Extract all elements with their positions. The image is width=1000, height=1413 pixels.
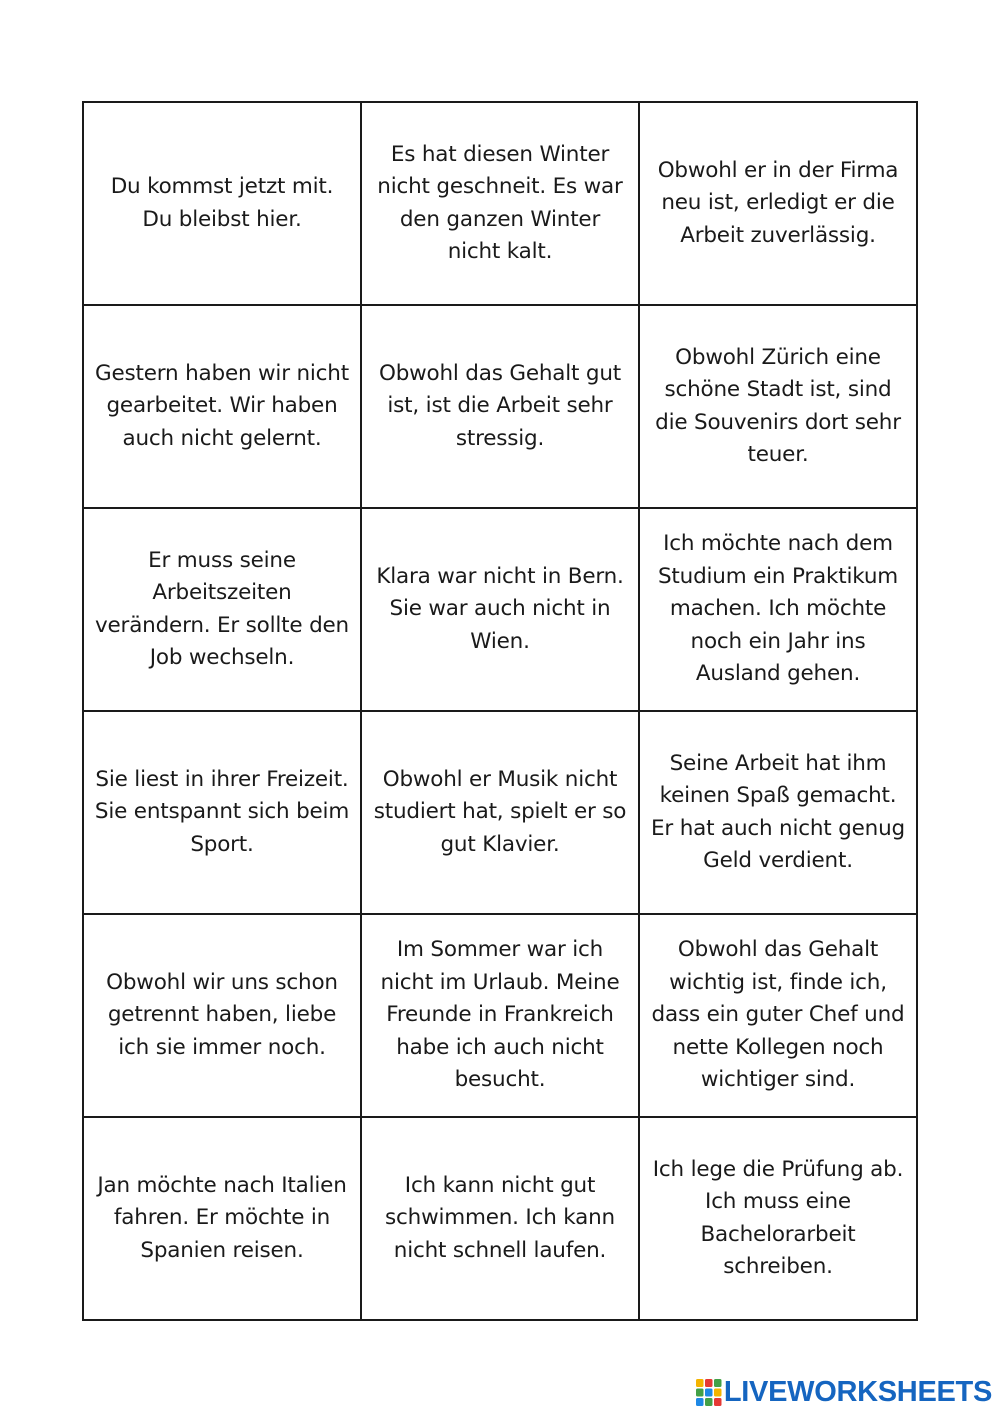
card xyxy=(362,509,640,712)
card-text: Gestern haben wir nicht gearbeitet. Wir haben auch nicht gelernt. xyxy=(95,360,349,451)
card xyxy=(84,103,362,306)
card xyxy=(84,1118,362,1321)
brand-name: LIVEWORKSHEETS xyxy=(723,1375,992,1408)
card-text: Ich lege die Prüfung ab. Ich muss eine Bachelorarbeit schreiben. xyxy=(652,1156,904,1279)
card-text: Obwohl das Gehalt wichtig ist, finde ich, dass ein guter Chef und nette Kollegen noch wichtiger sind. xyxy=(651,937,905,1093)
card xyxy=(640,915,918,1118)
card-text: Obwohl wir uns schon getrennt haben, liebe ich sie immer noch. xyxy=(106,969,338,1060)
card-text: Obwohl das Gehalt gut ist, ist die Arbeit sehr stressig. xyxy=(378,360,622,451)
liveworksheets-brand xyxy=(695,1375,992,1409)
card xyxy=(84,712,362,915)
card-text: Im Sommer war ich nicht im Urlaub. Meine Freunde in Frankreich habe ich auch nicht besucht. xyxy=(380,937,620,1093)
card xyxy=(640,1118,918,1321)
card-text: Obwohl er Musik nicht studiert hat, spielt er so gut Klavier. xyxy=(373,766,627,857)
card-grid xyxy=(82,101,918,1321)
card xyxy=(362,712,640,915)
card-text: Er muss seine Arbeitszeiten verändern. Er sollte den Job wechseln. xyxy=(95,547,349,670)
card xyxy=(640,103,918,306)
card xyxy=(640,509,918,712)
card xyxy=(84,509,362,712)
card xyxy=(362,1118,640,1321)
card-text: Du kommst jetzt mit. Du bleibst hier. xyxy=(110,174,334,232)
card-text: Jan möchte nach Italien fahren. Er möchte in Spanien reisen. xyxy=(97,1172,347,1263)
card-text: Klara war nicht in Bern. Sie war auch nicht in Wien. xyxy=(376,563,624,654)
card-text: Obwohl er in der Firma neu ist, erledigt er die Arbeit zuverlässig. xyxy=(657,157,899,248)
card-text: Ich möchte nach dem Studium ein Praktikum machen. Ich möchte noch ein Jahr ins Ausland gehen. xyxy=(657,531,898,687)
liveworksheets-logo-icon xyxy=(695,1377,722,1407)
card xyxy=(84,306,362,509)
card xyxy=(640,712,918,915)
card-text: Seine Arbeit hat ihm keinen Spaß gemacht. Er hat auch nicht genug Geld verdient. xyxy=(651,750,905,873)
card-text: Obwohl Zürich eine schöne Stadt ist, sind die Souvenirs dort sehr teuer. xyxy=(655,344,901,467)
card xyxy=(362,306,640,509)
card-text: Es hat diesen Winter nicht geschneit. Es war den ganzen Winter nicht kalt. xyxy=(377,141,623,264)
card xyxy=(640,306,918,509)
card-text: Sie liest in ihrer Freizeit. Sie entspannt sich beim Sport. xyxy=(94,766,350,857)
card xyxy=(362,103,640,306)
card-text: Ich kann nicht gut schwimmen. Ich kann nicht schnell laufen. xyxy=(385,1172,615,1263)
card xyxy=(84,915,362,1118)
card xyxy=(362,915,640,1118)
